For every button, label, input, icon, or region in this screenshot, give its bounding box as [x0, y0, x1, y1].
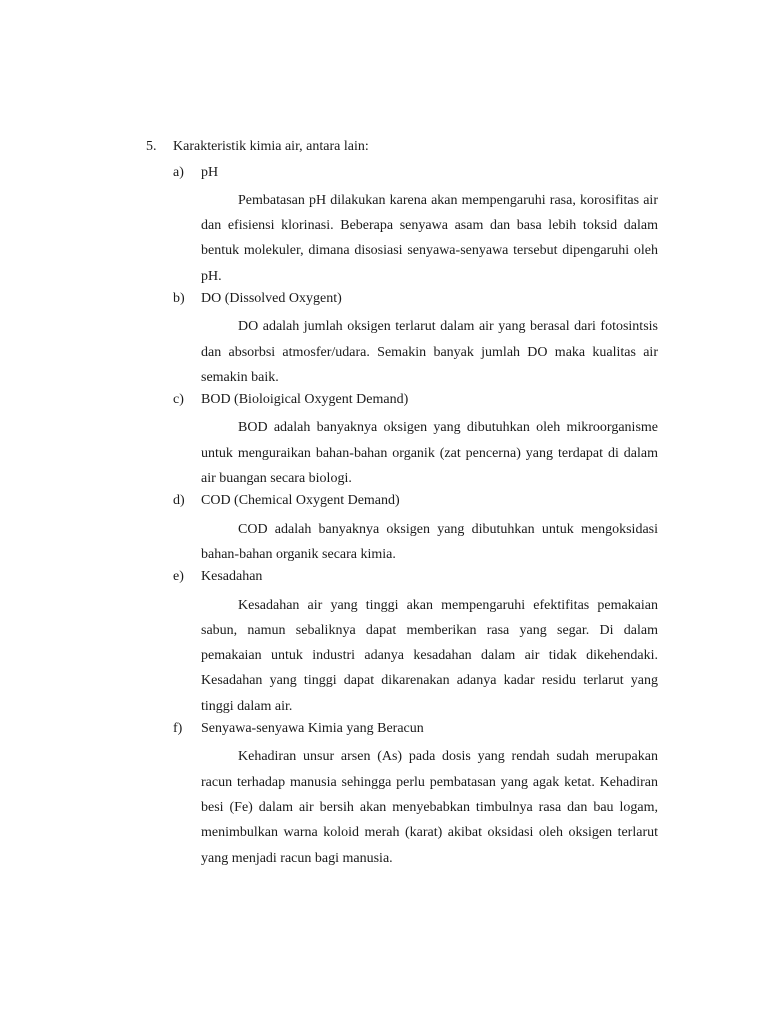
section-heading: [146, 137, 658, 157]
list-item-kesadahan: [146, 567, 658, 719]
item-heading: [146, 567, 658, 592]
item-paragraph: COD adalah banyaknya oksigen yang dibutuhkan untuk mengoksidasi bahan-bahan organik secara kimia.: [201, 521, 658, 562]
item-letter: b): [173, 290, 185, 306]
list-item-do: [146, 289, 658, 390]
list-item-senyawa-beracun: [146, 719, 658, 871]
item-title: COD (Chemical Oxygent Demand): [201, 493, 400, 509]
item-heading: [146, 390, 658, 415]
item-heading: [146, 719, 658, 744]
item-paragraph: Pembatasan pH dilakukan karena akan mempengaruhi rasa, korosifitas air dan efisiensi klorinasi. Beberapa senyawa asam dan basa lebih toksid dalam bentuk molekuler, dimana disosiasi senyawa-senyawa tersebut dipengaruhi oleh pH.: [201, 192, 658, 284]
list-item-bod: [146, 390, 658, 491]
item-letter: f): [173, 721, 183, 737]
item-title: DO (Dissolved Oxygent): [201, 290, 342, 306]
item-title: Senyawa-senyawa Kimia yang Beracun: [201, 721, 424, 737]
list-item-cod: [146, 491, 658, 567]
item-title: BOD (Bioloigical Oxygent Demand): [201, 392, 409, 408]
section-title: Karakteristik kimia air, antara lain:: [173, 139, 369, 154]
list-item-ph: [146, 163, 658, 289]
item-letter: c): [173, 392, 184, 408]
section-5: [146, 137, 658, 871]
item-title: Kesadahan: [201, 569, 263, 585]
item-heading: [146, 289, 658, 314]
item-title: pH: [201, 164, 219, 180]
item-paragraph: Kesadahan air yang tinggi akan mempengaruhi efektifitas pemakaian sabun, namun sebaliknya dapat memberikan rasa yang segar. Di dalam pemakaian untuk industri adanya kesadahan dalam air tidak dikehendaki. Kesadahan yang tinggi dapat dikarenakan adanya kadar residu terlarut yang tinggi dalam air.: [201, 597, 658, 714]
item-paragraph: DO adalah jumlah oksigen terlarut dalam air yang berasal dari fotosintsis dan absorbsi atmosfer/udara. Semakin banyak jumlah DO maka kualitas air semakin baik.: [201, 319, 658, 385]
item-heading: [146, 163, 658, 188]
item-paragraph: Kehadiran unsur arsen (As) pada dosis yang rendah sudah merupakan racun terhadap manusia sehingga perlu pembatasan yang agak ketat. Kehadiran besi (Fe) dalam air bersih akan menyebabkan timbulnya rasa dan bau logam, menimbulkan warna koloid merah (karat) akibat oksidasi oleh oksigen terlarut yang menjadi racun bagi manusia.: [201, 749, 658, 866]
item-list: [146, 163, 658, 871]
item-heading: [146, 491, 658, 516]
item-paragraph: BOD adalah banyaknya oksigen yang dibutuhkan oleh mikroorganisme untuk menguraikan bahan-bahan organik (zat pencerna) yang terdapat di dalam air buangan secara biologi.: [201, 420, 658, 487]
item-letter: d): [173, 493, 185, 509]
item-letter: a): [173, 164, 184, 180]
item-letter: e): [173, 569, 184, 585]
section-number: 5.: [146, 139, 157, 154]
